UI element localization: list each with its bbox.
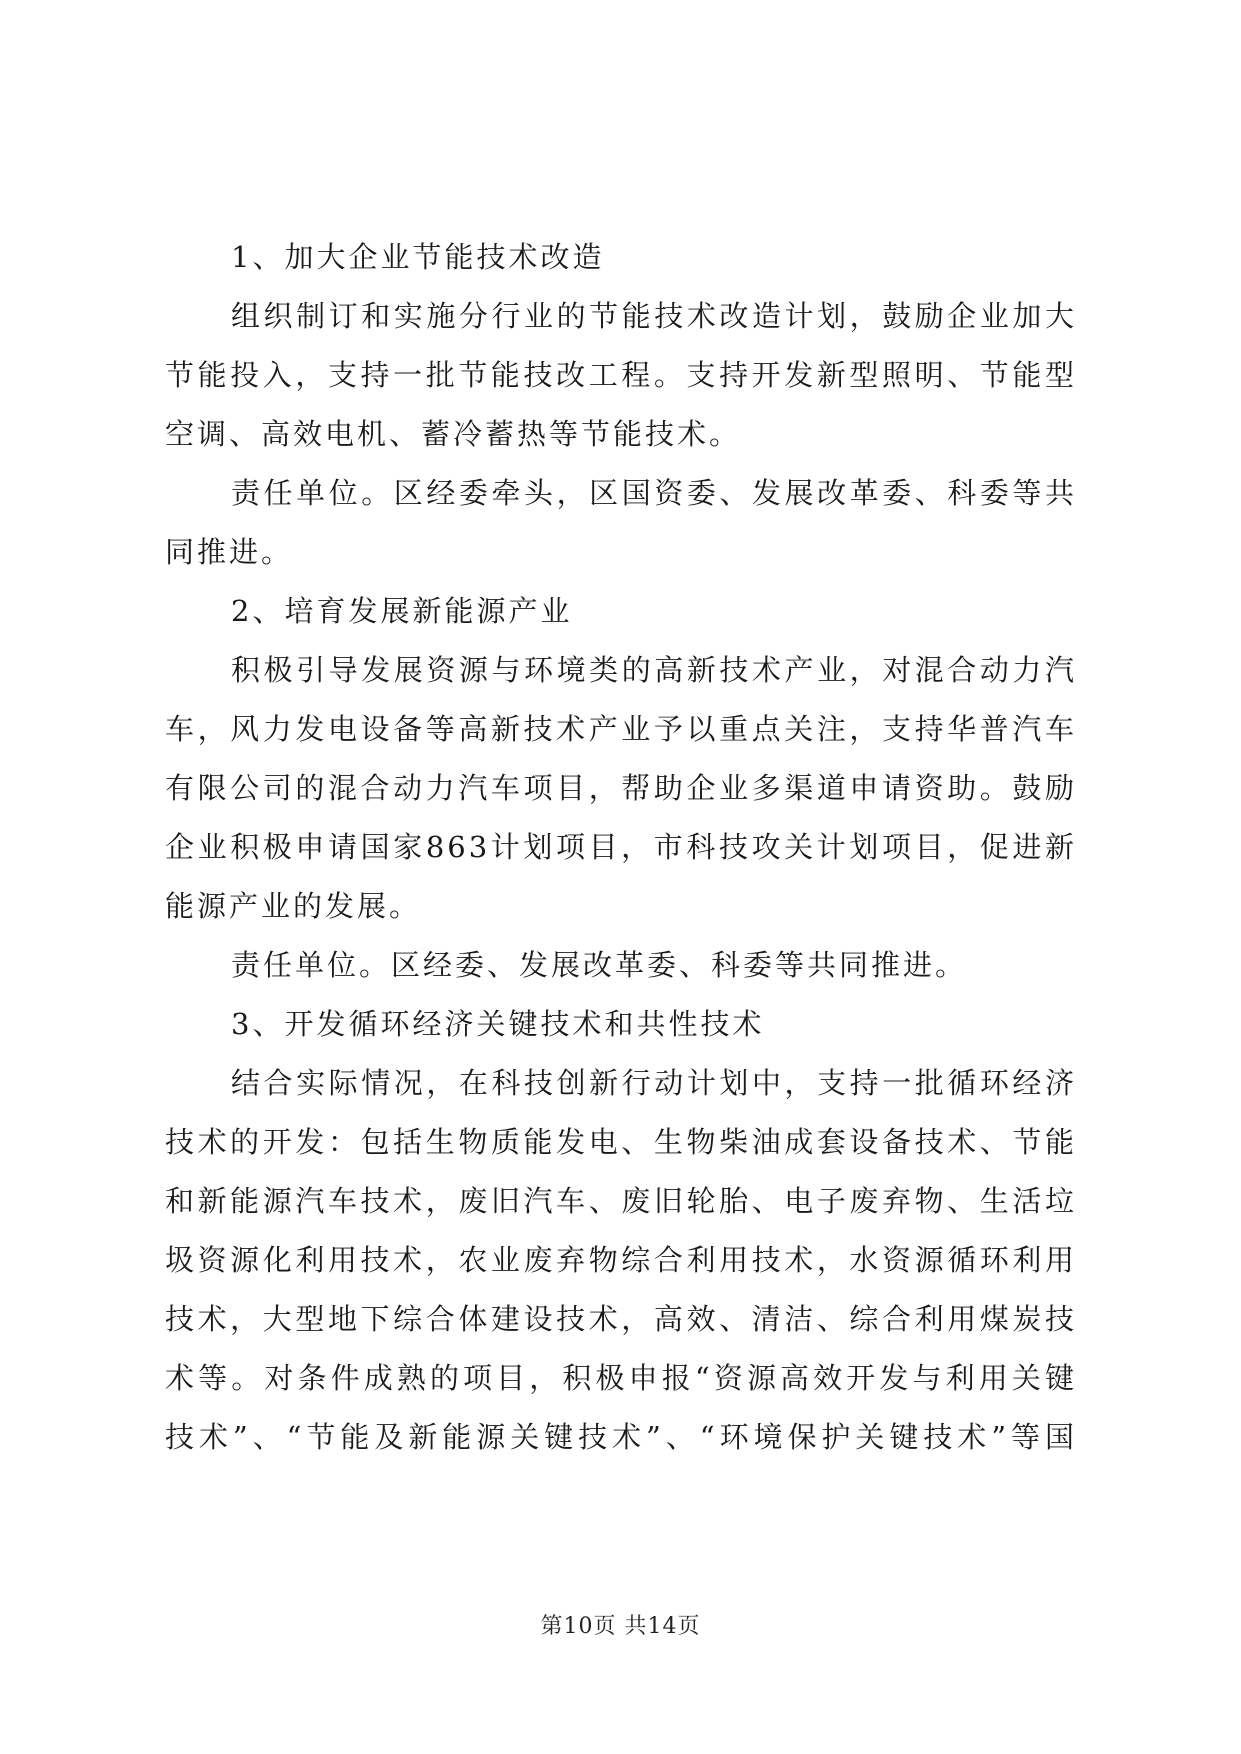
paragraph-line: 有限公司的混合动力汽车项目，帮助企业多渠道申请资助。鼓励 [165, 771, 1077, 805]
paragraph-line: 能源产业的发展。 [165, 889, 422, 923]
section-heading-3: 3、开发循环经济关键技术和共性技术 [231, 1007, 765, 1041]
paragraph-line: 同推进。 [165, 535, 294, 569]
paragraph-line: 责任单位。区经委牵头，区国资委、发展改革委、科委等共 [231, 476, 1077, 510]
paragraph-line: 圾资源化利用技术，农业废弃物综合利用技术，水资源循环利用 [165, 1243, 1077, 1277]
paragraph-line: 空调、高效电机、蓄冷蓄热等节能技术。 [165, 417, 742, 451]
paragraph-line: 节能投入，支持一批节能技改工程。支持开发新型照明、节能型 [165, 358, 1077, 392]
paragraph-line: 技术”、“节能及新能源关键技术”、“环境保护关键技术”等国 [165, 1420, 1077, 1454]
paragraph-line: 责任单位。区经委、发展改革委、科委等共同推进。 [231, 948, 968, 982]
paragraph-line: 术等。对条件成熟的项目，积极申报“资源高效开发与利用关键 [165, 1361, 1077, 1395]
paragraph-line: 技术的开发：包括生物质能发电、生物柴油成套设备技术、节能 [165, 1125, 1077, 1159]
page-number-footer: 第10页 共14页 [540, 1614, 701, 1639]
paragraph-line: 组织制订和实施分行业的节能技术改造计划，鼓励企业加大 [231, 299, 1077, 333]
paragraph-line: 积极引导发展资源与环境类的高新技术产业，对混合动力汽 [231, 653, 1077, 687]
paragraph-line: 结合实际情况，在科技创新行动计划中，支持一批循环经济 [231, 1066, 1077, 1100]
section-heading-1: 1、加大企业节能技术改造 [231, 240, 605, 274]
paragraph-line: 和新能源汽车技术，废旧汽车、废旧轮胎、电子废弃物、生活垃 [165, 1184, 1077, 1218]
document-body [165, 228, 1077, 1467]
paragraph-line: 企业积极申请国家863计划项目，市科技攻关计划项目，促进新 [165, 830, 1077, 864]
section-heading-2: 2、培育发展新能源产业 [231, 594, 573, 628]
paragraph-line: 技术，大型地下综合体建设技术，高效、清洁、综合利用煤炭技 [165, 1302, 1077, 1336]
paragraph-line: 车，风力发电设备等高新技术产业予以重点关注，支持华普汽车 [165, 712, 1077, 746]
